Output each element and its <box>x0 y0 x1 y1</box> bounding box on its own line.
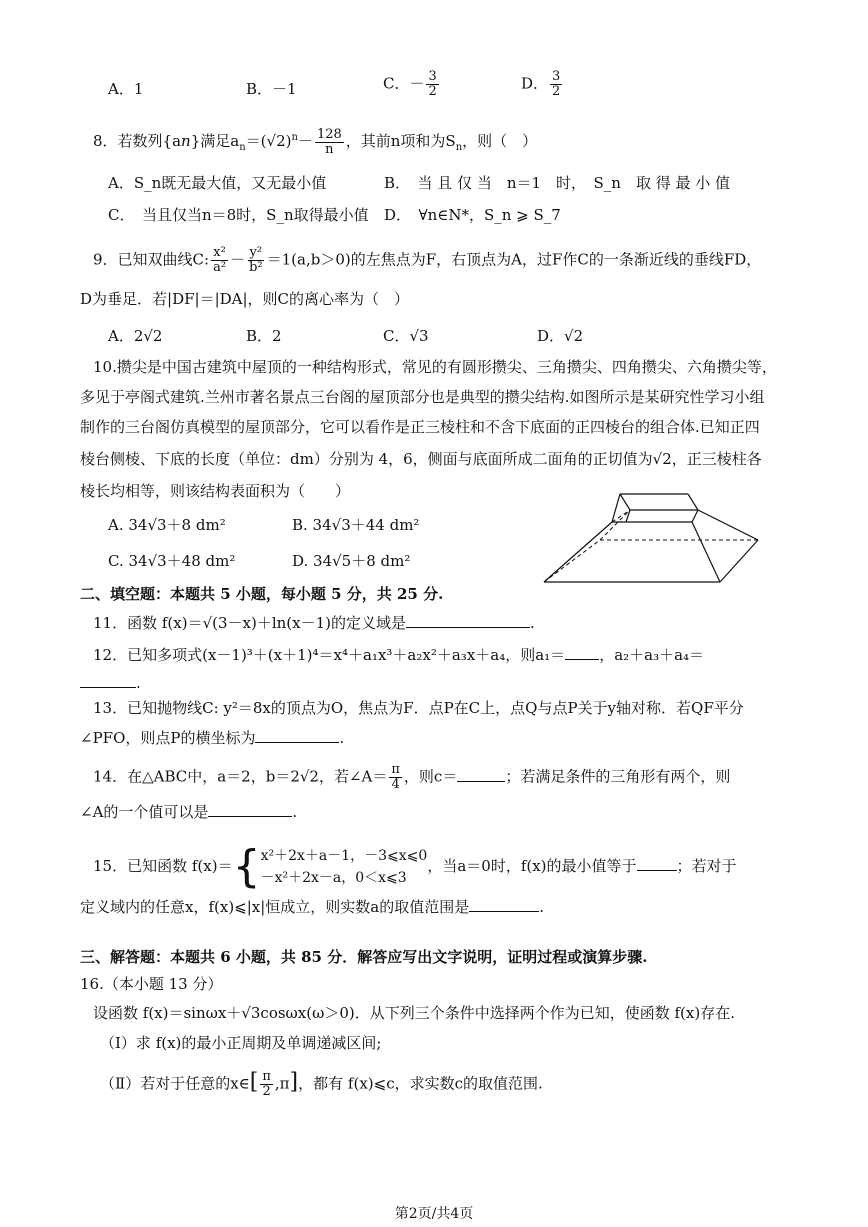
section-2-heading: 二、填空题：本题共 5 小题，每小题 5 分，共 25 分. <box>80 585 444 603</box>
q10-option-d: D. 34√5＋8 dm² <box>292 552 411 570</box>
question-16-part1: （Ⅰ）求 f(x)的最小正周期及单调递减区间; <box>100 1034 382 1052</box>
question-15-line2: 定义域内的任意x，f(x)⩽|x|恒成立，则实数a的取值范围是 . <box>80 898 545 916</box>
question-12-line2: . <box>80 672 141 694</box>
question-8-stem: 8．若数列{an}满足$a_n=(√2)^n-$ $\frac{128}{n}$ ，其前n项和为$S_n$，则（ ） <box>93 126 538 157</box>
q8-option-c: C． 当且仅当n＝8时，S_n取得最小值 <box>108 206 369 224</box>
question-10-line2: 多见于亭阁式建筑.兰州市著名景点三台阁的屋顶部分也是典型的攒尖结构.如图所示是某研究性学习小组 <box>80 388 765 406</box>
q10-option-b: B. 34√3＋44 dm² <box>292 516 420 534</box>
question-13-line1: 13．已知抛物线C: y²＝8x的顶点为O，焦点为F．点P在C上，点Q与点P关于y轴对称．若QF平分 <box>93 699 744 717</box>
question-10-line3: 制作的三台阁仿真模型的屋顶部分，它可以看作是正三棱柱和不含下底面的正四棱台的组合体.已知正四 <box>80 418 760 436</box>
question-9-line2: D为垂足．若|DF|＝|DA|，则C的离心率为（ ） <box>80 290 410 308</box>
q9-option-c: C．√3 <box>383 327 429 345</box>
question-14-line2: ∠A的一个值可以是 . <box>80 803 298 821</box>
q8-option-a: A．S_n既无最大值，又无最小值 <box>108 174 327 192</box>
q8-option-d: D． ∀n∈N*，S_n ⩾ S_7 <box>384 206 561 224</box>
q9-option-d: D．√2 <box>537 327 584 345</box>
q9-option-a: A．2√2 <box>108 327 163 345</box>
question-12: 12．已知多项式(x－1)³＋(x＋1)⁴＝x⁴＋a₁x³＋a₂x²＋a₃x＋a₄，则a₁＝ ，a₂＋a₃＋a₄＝ <box>93 646 705 664</box>
q9-option-b: B．2 <box>246 327 282 345</box>
question-15-line1: 15．已知函数 f(x)＝{ x²＋2x＋a－1，－3⩽x⩽0 －x²＋2x－a，0＜x⩽3 ，当a＝0时，f(x)的最小值等于 ；若对于 <box>93 841 737 892</box>
q10-option-a: A. 34√3＋8 dm² <box>108 516 226 534</box>
q8-option-b: B． 当 且 仅 当 n＝1 时， S_n 取 得 最 小 值 <box>384 174 731 192</box>
question-16-part2: （Ⅱ）若对于任意的x∈[ $\frac{\pi}{2}$ ,π]，都有 f(x)⩽c，求实数c的取值范围. <box>100 1069 543 1099</box>
q7-option-c: C．－ $\frac{3}{2}$ <box>383 69 437 99</box>
q7-option-d: D． $\frac{3}{2}$ <box>521 69 561 99</box>
question-11: 11．函数 f(x)＝√(3－x)＋ln(x－1)的定义域是 . <box>93 614 535 632</box>
question-9-stem: 9．已知双曲线C: $\frac{\text{x²}}{\text{a²}}$ － $\frac{\text{y²}}{\text{b²}}$ ＝1(a,b＞0)的左焦点为F，右顶点为A，过F作C的一条渐近线的垂线FD， <box>93 245 762 275</box>
question-10-line5: 棱长均相等，则该结构表面积为（ ） <box>80 482 351 500</box>
q7-option-b: B．－1 <box>246 80 297 98</box>
question-14-line1: 14．在△ABC中，a＝2，b＝2√2，若∠A＝ $\frac{\pi}{4}$ ，则c＝ ；若满足条件的三角形有两个，则 <box>93 762 731 792</box>
roof-model-figure <box>540 488 800 588</box>
section-3-heading: 三、解答题：本题共 6 小题，共 85 分．解答应写出文字说明，证明过程或演算步骤. <box>80 948 648 966</box>
page-footer: 第2页/共4页 <box>394 1206 474 1222</box>
question-10-line4: 棱台侧棱、下底的长度（单位：dm）分别为 4，6，侧面与底面所成二面角的正切值为√2，正三棱柱各 <box>80 450 762 468</box>
q7-option-a: A．1 <box>108 80 144 98</box>
question-16-line1: 设函数 f(x)＝sinωx＋√3cosωx(ω＞0)．从下列三个条件中选择两个作为已知，使函数 f(x)存在. <box>93 1004 735 1022</box>
question-13-line2: ∠PFO，则点P的横坐标为 . <box>80 729 345 747</box>
q10-option-c: C. 34√3＋48 dm² <box>108 552 236 570</box>
question-10-line1: 10.攒尖是中国古建筑中屋顶的一种结构形式，常见的有圆形攒尖、三角攒尖、四角攒尖、六角攒尖等， <box>93 358 777 376</box>
question-16-title: 16.（本小题 13 分） <box>80 975 223 993</box>
